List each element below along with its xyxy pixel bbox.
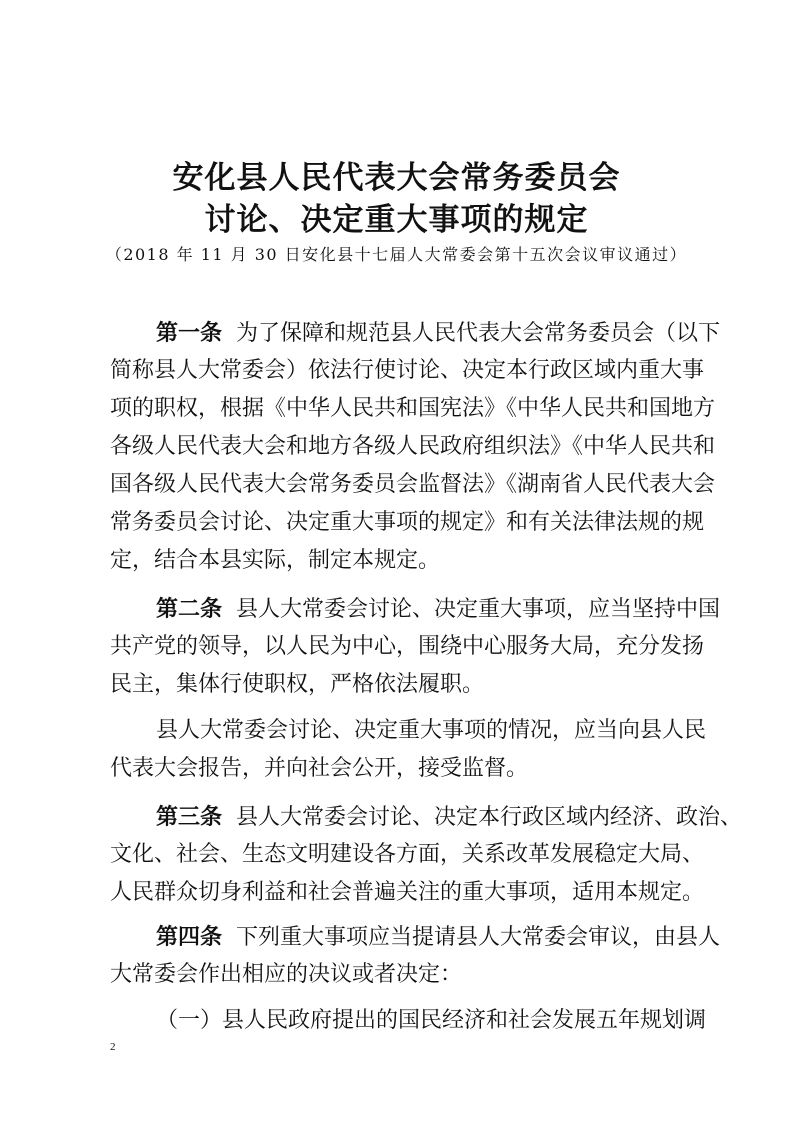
article-4-line-2: 大常委会作出相应的决议或者决定： [110, 962, 463, 987]
article-3-line-1 [156, 798, 743, 836]
article-1-text-1: 为了保障和规范县人民代表大会常务委员会（以下 [236, 321, 721, 346]
article-3-heading: 第三条 [156, 804, 223, 830]
article-4-line-1 [156, 918, 721, 956]
article-2-heading: 第二条 [156, 596, 223, 622]
article-2-line-3: 民主，集体行使职权，严格依法履职。 [110, 672, 485, 697]
article-4-item-1: （一）县人民政府提出的国民经济和社会发展五年规划调 [156, 1008, 707, 1033]
article-2-line-1 [156, 590, 721, 628]
article-1-line-6: 常务委员会讨论、决定重大事项的规定》和有关法律法规的规 [110, 510, 705, 535]
article-3-text-1: 县人大常委会讨论、决定本行政区域内经济、政治、 [236, 805, 743, 830]
article-1-heading: 第一条 [156, 320, 223, 346]
page-number: 2 [110, 1041, 116, 1053]
article-1-line-7: 定，结合本县实际，制定本规定。 [110, 548, 441, 573]
article-1-line-5: 国各级人民代表大会常务委员会监督法》《湖南省人民代表大会 [110, 472, 716, 497]
article-1-line-3: 项的职权，根据《中华人民共和国宪法》《中华人民共和国地方 [110, 396, 716, 421]
document-title-line-2: 讨论、决定重大事项的规定 [204, 202, 589, 238]
article-2-paragraph-2-line-1: 县人大常委会讨论、决定重大事项的情况，应当向县人民 [156, 718, 707, 743]
document-subtitle: （2018 年 11 月 30 日安化县十七届人大常委会第十五次会议审议通过） [105, 245, 688, 264]
article-3-line-3: 人民群众切身利益和社会普遍关注的重大事项，适用本规定。 [110, 880, 705, 905]
article-3-line-2: 文化、社会、生态文明建设各方面，关系改革发展稳定大局、 [110, 842, 705, 867]
article-1-line-2: 简称县人大常委会）依法行使讨论、决定本行政区域内重大事 [110, 358, 705, 383]
article-1-line-1 [156, 314, 721, 352]
article-4-heading: 第四条 [156, 924, 223, 950]
article-2-paragraph-2-line-2: 代表大会报告，并向社会公开，接受监督。 [110, 756, 529, 781]
article-4-text-1: 下列重大事项应当提请县人大常委会审议，由县人 [236, 925, 721, 950]
article-1-line-4: 各级人民代表大会和地方各级人民政府组织法》《中华人民共和 [110, 434, 716, 459]
article-2-line-2: 共产党的领导，以人民为中心，围绕中心服务大局，充分发扬 [110, 634, 705, 659]
document-title-line-1: 安化县人民代表大会常务委员会 [172, 160, 621, 196]
article-2-text-1: 县人大常委会讨论、决定重大事项，应当坚持中国 [236, 597, 721, 622]
